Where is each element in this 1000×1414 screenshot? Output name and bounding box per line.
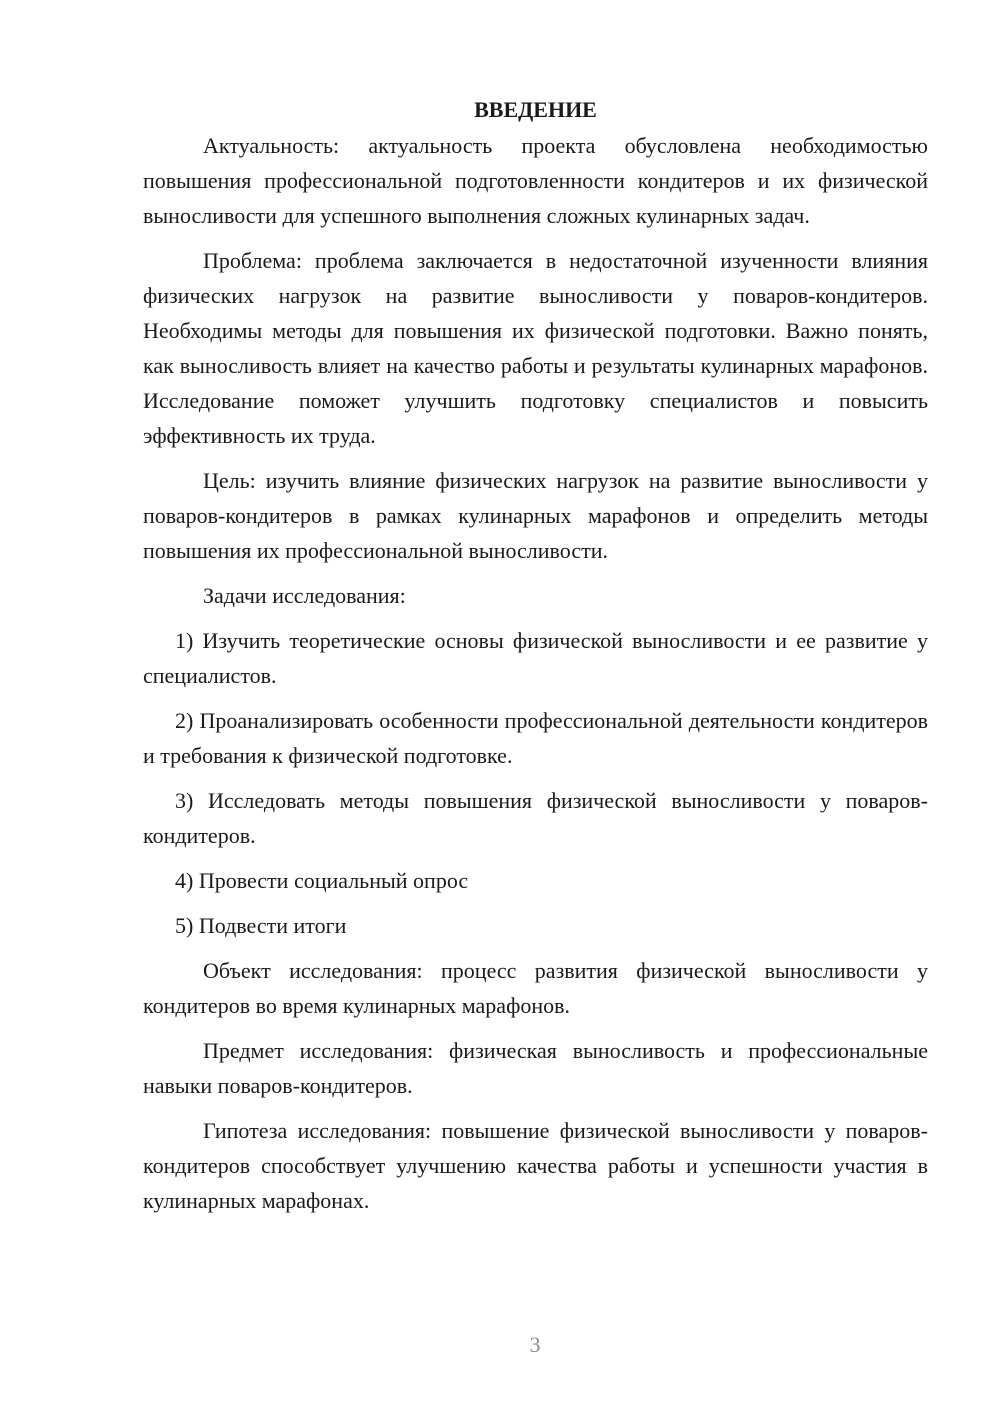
paragraph-subject: Предмет исследования: физическая выносливость и профессиональные навыки поваров-кондитеров.	[143, 1038, 928, 1098]
list-item: 3) Исследовать методы повышения физической выносливости у поваров-кондитеров.	[143, 788, 928, 848]
list-item: 4) Провести социальный опрос	[175, 868, 469, 893]
paragraph-tasks-heading: Задачи исследования:	[203, 583, 406, 608]
list-item: 2) Проанализировать особенности профессиональной деятельности кондитеров и требования к физической подготовке.	[143, 708, 928, 768]
list-item: 5) Подвести итоги	[175, 913, 347, 938]
paragraph-relevance: Актуальность: актуальность проекта обусловлена необходимостью повышения профессиональной подготовленности кондитеров и их физической выносливости для успешного выполнения сложных кулинарных задач.	[143, 133, 928, 228]
paragraph-object: Объект исследования: процесс развития физической выносливости у кондитеров во время кулинарных марафонов.	[143, 958, 928, 1018]
document-page	[143, 92, 928, 1228]
paragraph-goal: Цель: изучить влияние физических нагрузок на развитие выносливости у поваров-кондитеров в рамках кулинарных марафонов и определить методы повышения их профессиональной выносливости.	[143, 468, 928, 563]
page-number: 3	[529, 1332, 541, 1357]
page-title: ВВЕДЕНИЕ	[474, 97, 597, 122]
list-item: 1) Изучить теоретические основы физической выносливости и ее развитие у специалистов.	[143, 628, 928, 688]
paragraph-problem: Проблема: проблема заключается в недостаточной изученности влияния физических нагрузок на развитие выносливости у поваров-кондитеров. Необходимы методы для повышения их физической подготовки. Важно понять, как выносливость влияет на качество работы и результаты кулинарных марафонов. Исследование поможет улучшить подготовку специалистов и повысить эффективность их труда.	[143, 248, 928, 448]
paragraph-hypothesis: Гипотеза исследования: повышение физической выносливости у поваров-кондитеров способствует улучшению качества работы и успешности участия в кулинарных марафонах.	[143, 1118, 928, 1213]
